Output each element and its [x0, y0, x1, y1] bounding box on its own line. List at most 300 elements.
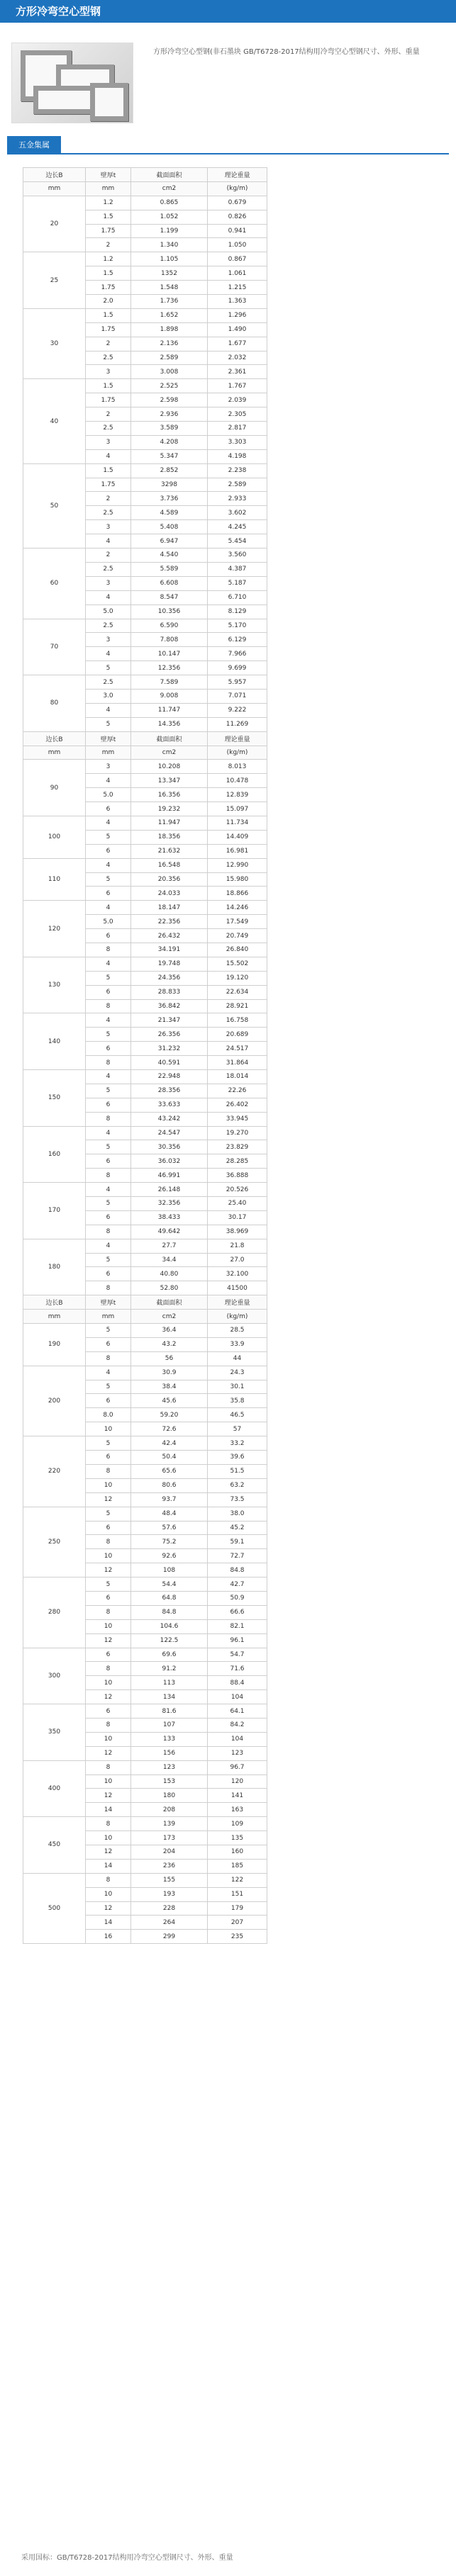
wall-thickness-cell: 12 — [86, 1690, 131, 1704]
section-area-cell: 28.833 — [131, 985, 208, 999]
section-area-cell: 236 — [131, 1859, 208, 1873]
theoretical-weight-cell: 7.071 — [208, 689, 267, 703]
section-area-cell: 24.547 — [131, 1126, 208, 1140]
theoretical-weight-cell: 82.1 — [208, 1619, 267, 1633]
section-area-cell: 50.4 — [131, 1451, 208, 1465]
section-area-cell: 72.6 — [131, 1422, 208, 1436]
wall-thickness-cell: 1.75 — [86, 281, 131, 295]
section-area-cell: 54.4 — [131, 1577, 208, 1592]
column-header: 壁厚t — [86, 731, 131, 746]
section-area-cell: 1.548 — [131, 281, 208, 295]
wall-thickness-cell: 12 — [86, 1746, 131, 1760]
theoretical-weight-cell: 20.689 — [208, 1028, 267, 1042]
section-area-cell: 40.591 — [131, 1056, 208, 1070]
side-length-cell: 450 — [23, 1817, 86, 1874]
section-area-cell: 43.242 — [131, 1112, 208, 1126]
column-header: 理论重量 — [208, 168, 267, 182]
section-area-cell: 4.208 — [131, 435, 208, 449]
wall-thickness-cell: 14 — [86, 1859, 131, 1873]
theoretical-weight-cell: 28.5 — [208, 1324, 267, 1338]
product-photo — [11, 43, 133, 123]
wall-thickness-cell: 8 — [86, 943, 131, 957]
side-length-cell: 25 — [23, 252, 86, 309]
theoretical-weight-cell: 15.502 — [208, 957, 267, 971]
theoretical-weight-cell: 73.5 — [208, 1492, 267, 1507]
wall-thickness-cell: 8 — [86, 999, 131, 1013]
section-area-cell: 14.356 — [131, 717, 208, 731]
section-area-cell: 18.356 — [131, 830, 208, 844]
wall-thickness-cell: 6 — [86, 1394, 131, 1408]
wall-thickness-cell: 6 — [86, 985, 131, 999]
section-area-cell: 26.356 — [131, 1028, 208, 1042]
table-unit-row — [23, 746, 267, 760]
column-header: 边长B — [23, 168, 86, 182]
theoretical-weight-cell: 33.2 — [208, 1436, 267, 1451]
theoretical-weight-cell: 1.363 — [208, 295, 267, 309]
theoretical-weight-cell: 0.826 — [208, 210, 267, 224]
section-area-cell: 12.356 — [131, 661, 208, 675]
wall-thickness-cell: 5 — [86, 971, 131, 985]
section-area-cell: 204 — [131, 1845, 208, 1859]
section-area-cell: 108 — [131, 1563, 208, 1577]
theoretical-weight-cell: 0.867 — [208, 252, 267, 266]
tab-bar — [7, 130, 449, 154]
theoretical-weight-cell: 27.0 — [208, 1253, 267, 1267]
section-area-cell: 32.356 — [131, 1197, 208, 1211]
wall-thickness-cell: 1.5 — [86, 266, 131, 281]
section-area-cell: 9.008 — [131, 689, 208, 703]
side-length-cell: 220 — [23, 1436, 86, 1507]
wall-thickness-cell: 10 — [86, 1887, 131, 1901]
table-row — [23, 858, 267, 872]
section-area-cell: 7.589 — [131, 675, 208, 690]
section-area-cell: 123 — [131, 1760, 208, 1774]
section-area-cell: 69.6 — [131, 1648, 208, 1662]
tab-hardware[interactable]: 五金集属 — [7, 136, 61, 154]
section-area-cell: 104.6 — [131, 1619, 208, 1633]
column-unit: (kg/m) — [208, 746, 267, 760]
section-area-cell: 21.347 — [131, 1013, 208, 1028]
section-area-cell: 16.356 — [131, 788, 208, 802]
table-unit-row — [23, 181, 267, 196]
theoretical-weight-cell: 2.238 — [208, 463, 267, 478]
theoretical-weight-cell: 26.840 — [208, 943, 267, 957]
table-row — [23, 1070, 267, 1084]
wall-thickness-cell: 8 — [86, 1281, 131, 1295]
section-area-cell: 133 — [131, 1732, 208, 1746]
wall-thickness-cell: 5 — [86, 1028, 131, 1042]
table-row — [23, 901, 267, 915]
wall-thickness-cell: 1.5 — [86, 463, 131, 478]
theoretical-weight-cell: 38.969 — [208, 1225, 267, 1239]
theoretical-weight-cell: 2.817 — [208, 422, 267, 436]
wall-thickness-cell: 6 — [86, 844, 131, 858]
table-header-row — [23, 731, 267, 746]
wall-thickness-cell: 5.0 — [86, 788, 131, 802]
theoretical-weight-cell: 32.100 — [208, 1267, 267, 1281]
product-description: 方形冷弯空心型钢(非石墨块 GB/T6728-2017结构用冷弯空心型钢尺寸、外形、重量 — [153, 48, 420, 56]
table-row — [23, 1507, 267, 1521]
section-area-cell: 59.20 — [131, 1408, 208, 1422]
column-unit: cm2 — [131, 746, 208, 760]
theoretical-weight-cell: 21.8 — [208, 1239, 267, 1253]
side-length-cell: 140 — [23, 1013, 86, 1070]
wall-thickness-cell: 6 — [86, 887, 131, 901]
table-row — [23, 816, 267, 830]
wall-thickness-cell: 8 — [86, 1112, 131, 1126]
section-area-cell: 113 — [131, 1676, 208, 1690]
theoretical-weight-cell: 5.170 — [208, 619, 267, 633]
section-area-cell: 36.842 — [131, 999, 208, 1013]
table-row — [23, 1013, 267, 1028]
section-area-cell: 10.208 — [131, 760, 208, 774]
wall-thickness-cell: 1.5 — [86, 379, 131, 393]
theoretical-weight-cell: 10.478 — [208, 774, 267, 788]
wall-thickness-cell: 8 — [86, 1351, 131, 1366]
side-length-cell: 400 — [23, 1760, 86, 1817]
wall-thickness-cell: 5.0 — [86, 604, 131, 619]
section-area-cell: 13.347 — [131, 774, 208, 788]
table-row — [23, 1648, 267, 1662]
section-area-cell: 26.432 — [131, 929, 208, 943]
section-area-cell: 5.408 — [131, 520, 208, 534]
wall-thickness-cell: 10 — [86, 1774, 131, 1789]
theoretical-weight-cell: 0.941 — [208, 224, 267, 238]
wall-thickness-cell: 2.5 — [86, 619, 131, 633]
theoretical-weight-cell: 26.402 — [208, 1098, 267, 1112]
table-row — [23, 463, 267, 478]
section-area-cell: 34.191 — [131, 943, 208, 957]
table-row — [23, 760, 267, 774]
wall-thickness-cell: 4 — [86, 534, 131, 549]
wall-thickness-cell: 10 — [86, 1732, 131, 1746]
section-area-cell: 49.642 — [131, 1225, 208, 1239]
wall-thickness-cell: 4 — [86, 1013, 131, 1028]
section-area-cell: 26.148 — [131, 1183, 208, 1197]
theoretical-weight-cell: 6.129 — [208, 633, 267, 647]
theoretical-weight-cell: 18.866 — [208, 887, 267, 901]
section-area-cell: 3298 — [131, 478, 208, 492]
wall-thickness-cell: 4 — [86, 1366, 131, 1380]
section-area-cell: 3.736 — [131, 492, 208, 506]
section-area-cell: 5.347 — [131, 449, 208, 463]
wall-thickness-cell: 4 — [86, 1126, 131, 1140]
section-area-cell: 27.7 — [131, 1239, 208, 1253]
theoretical-weight-cell: 88.4 — [208, 1676, 267, 1690]
section-area-cell: 56 — [131, 1351, 208, 1366]
theoretical-weight-cell: 1.767 — [208, 379, 267, 393]
section-area-cell: 5.589 — [131, 562, 208, 576]
section-area-cell: 36.032 — [131, 1154, 208, 1169]
theoretical-weight-cell: 5.187 — [208, 576, 267, 590]
section-area-cell: 16.548 — [131, 858, 208, 872]
theoretical-weight-cell: 19.120 — [208, 971, 267, 985]
table-row — [23, 1436, 267, 1451]
section-area-cell: 208 — [131, 1803, 208, 1817]
theoretical-weight-cell: 59.1 — [208, 1535, 267, 1549]
wall-thickness-cell: 4 — [86, 590, 131, 604]
section-area-cell: 8.547 — [131, 590, 208, 604]
theoretical-weight-cell: 2.933 — [208, 492, 267, 506]
section-area-cell: 91.2 — [131, 1662, 208, 1676]
theoretical-weight-cell: 11.269 — [208, 717, 267, 731]
page-title: 方形冷弯空心型钢 — [0, 0, 456, 23]
table-row — [23, 1324, 267, 1338]
theoretical-weight-cell: 35.8 — [208, 1394, 267, 1408]
column-unit: mm — [23, 181, 86, 196]
theoretical-weight-cell: 64.1 — [208, 1704, 267, 1719]
section-area-cell: 193 — [131, 1887, 208, 1901]
theoretical-weight-cell: 20.526 — [208, 1183, 267, 1197]
theoretical-weight-cell: 8.129 — [208, 604, 267, 619]
wall-thickness-cell: 3 — [86, 365, 131, 379]
wall-thickness-cell: 4 — [86, 858, 131, 872]
side-length-cell: 150 — [23, 1070, 86, 1127]
wall-thickness-cell: 1.2 — [86, 196, 131, 210]
wall-thickness-cell: 10 — [86, 1549, 131, 1563]
wall-thickness-cell: 12 — [86, 1845, 131, 1859]
section-area-cell: 24.033 — [131, 887, 208, 901]
section-area-cell: 173 — [131, 1831, 208, 1845]
theoretical-weight-cell: 28.285 — [208, 1154, 267, 1169]
column-header: 壁厚t — [86, 168, 131, 182]
theoretical-weight-cell: 0.679 — [208, 196, 267, 210]
theoretical-weight-cell: 2.361 — [208, 365, 267, 379]
theoretical-weight-cell: 71.6 — [208, 1662, 267, 1676]
wall-thickness-cell: 4 — [86, 647, 131, 661]
table-row — [23, 1704, 267, 1719]
wall-thickness-cell: 4 — [86, 957, 131, 971]
section-area-cell: 2.589 — [131, 351, 208, 365]
side-length-cell: 110 — [23, 858, 86, 901]
wall-thickness-cell: 10 — [86, 1676, 131, 1690]
theoretical-weight-cell: 8.013 — [208, 760, 267, 774]
wall-thickness-cell: 1.75 — [86, 322, 131, 337]
wall-thickness-cell: 1.5 — [86, 308, 131, 322]
wall-thickness-cell: 3 — [86, 520, 131, 534]
wall-thickness-cell: 8 — [86, 1662, 131, 1676]
section-area-cell: 81.6 — [131, 1704, 208, 1719]
wall-thickness-cell: 6 — [86, 1210, 131, 1225]
section-area-cell: 4.540 — [131, 549, 208, 563]
section-area-cell: 18.147 — [131, 901, 208, 915]
side-length-cell: 60 — [23, 549, 86, 619]
section-area-cell: 1.052 — [131, 210, 208, 224]
theoretical-weight-cell: 96.1 — [208, 1633, 267, 1648]
theoretical-weight-cell: 44 — [208, 1351, 267, 1366]
wall-thickness-cell: 4 — [86, 774, 131, 788]
section-area-cell: 33.633 — [131, 1098, 208, 1112]
section-area-cell: 1.199 — [131, 224, 208, 238]
wall-thickness-cell: 8 — [86, 1535, 131, 1549]
column-unit: cm2 — [131, 181, 208, 196]
side-length-cell: 20 — [23, 196, 86, 252]
wall-thickness-cell: 4 — [86, 449, 131, 463]
wall-thickness-cell: 2.5 — [86, 506, 131, 520]
column-header: 理论重量 — [208, 731, 267, 746]
section-area-cell: 6.590 — [131, 619, 208, 633]
wall-thickness-cell: 5 — [86, 1084, 131, 1098]
table-row — [23, 957, 267, 971]
column-unit: cm2 — [131, 1310, 208, 1324]
section-area-cell: 155 — [131, 1873, 208, 1887]
theoretical-weight-cell: 16.981 — [208, 844, 267, 858]
theoretical-weight-cell: 16.758 — [208, 1013, 267, 1028]
theoretical-weight-cell: 1.490 — [208, 322, 267, 337]
section-area-cell: 57.6 — [131, 1521, 208, 1535]
section-area-cell: 42.4 — [131, 1436, 208, 1451]
theoretical-weight-cell: 1.677 — [208, 337, 267, 351]
section-area-cell: 21.632 — [131, 844, 208, 858]
side-length-cell: 30 — [23, 308, 86, 378]
theoretical-weight-cell: 24.3 — [208, 1366, 267, 1380]
column-header: 截面面积 — [131, 731, 208, 746]
theoretical-weight-cell: 23.829 — [208, 1140, 267, 1154]
wall-thickness-cell: 12 — [86, 1633, 131, 1648]
side-length-cell: 200 — [23, 1366, 86, 1436]
wall-thickness-cell: 1.75 — [86, 393, 131, 407]
theoretical-weight-cell: 1.061 — [208, 266, 267, 281]
section-area-cell: 20.356 — [131, 872, 208, 887]
theoretical-weight-cell: 2.039 — [208, 393, 267, 407]
theoretical-weight-cell: 12.839 — [208, 788, 267, 802]
section-area-cell: 30.9 — [131, 1366, 208, 1380]
theoretical-weight-cell: 28.921 — [208, 999, 267, 1013]
theoretical-weight-cell: 15.980 — [208, 872, 267, 887]
side-length-cell: 170 — [23, 1183, 86, 1239]
theoretical-weight-cell: 151 — [208, 1887, 267, 1901]
theoretical-weight-cell: 3.560 — [208, 549, 267, 563]
wall-thickness-cell: 12 — [86, 1789, 131, 1803]
wall-thickness-cell: 2 — [86, 549, 131, 563]
theoretical-weight-cell: 24.517 — [208, 1042, 267, 1056]
section-area-cell: 11.947 — [131, 816, 208, 830]
theoretical-weight-cell: 3.303 — [208, 435, 267, 449]
theoretical-weight-cell: 179 — [208, 1901, 267, 1916]
theoretical-weight-cell: 1.050 — [208, 238, 267, 252]
section-area-cell: 19.232 — [131, 802, 208, 816]
theoretical-weight-cell: 19.270 — [208, 1126, 267, 1140]
theoretical-weight-cell: 14.409 — [208, 830, 267, 844]
section-area-cell: 299 — [131, 1930, 208, 1944]
theoretical-weight-cell: 31.864 — [208, 1056, 267, 1070]
wall-thickness-cell: 8 — [86, 1605, 131, 1619]
column-header: 边长B — [23, 1295, 86, 1310]
theoretical-weight-cell: 122 — [208, 1873, 267, 1887]
theoretical-weight-cell: 39.6 — [208, 1451, 267, 1465]
wall-thickness-cell: 3 — [86, 435, 131, 449]
theoretical-weight-cell: 30.1 — [208, 1380, 267, 1394]
wall-thickness-cell: 5 — [86, 1324, 131, 1338]
column-unit: (kg/m) — [208, 1310, 267, 1324]
theoretical-weight-cell: 33.945 — [208, 1112, 267, 1126]
theoretical-weight-cell: 18.014 — [208, 1070, 267, 1084]
wall-thickness-cell: 6 — [86, 1591, 131, 1605]
section-area-cell: 180 — [131, 1789, 208, 1803]
side-length-cell: 70 — [23, 619, 86, 675]
column-unit: mm — [86, 181, 131, 196]
wall-thickness-cell: 5 — [86, 661, 131, 675]
theoretical-weight-cell: 51.5 — [208, 1464, 267, 1478]
theoretical-weight-cell: 22.26 — [208, 1084, 267, 1098]
side-length-cell: 300 — [23, 1648, 86, 1704]
section-area-cell: 22.356 — [131, 915, 208, 929]
wall-thickness-cell: 5 — [86, 1507, 131, 1521]
section-area-cell: 22.948 — [131, 1070, 208, 1084]
theoretical-weight-cell: 185 — [208, 1859, 267, 1873]
wall-thickness-cell: 14 — [86, 1803, 131, 1817]
wall-thickness-cell: 12 — [86, 1492, 131, 1507]
table-unit-row — [23, 1310, 267, 1324]
footer-note: 采用国标：GB/T6728-2017结构用冷弯空心型钢尺寸、外形、重量 — [21, 2554, 233, 2562]
wall-thickness-cell: 16 — [86, 1930, 131, 1944]
column-header: 截面面积 — [131, 168, 208, 182]
spec-table — [23, 167, 267, 1944]
wall-thickness-cell: 2.5 — [86, 351, 131, 365]
theoretical-weight-cell: 109 — [208, 1817, 267, 1831]
wall-thickness-cell: 8 — [86, 1873, 131, 1887]
theoretical-weight-cell: 84.8 — [208, 1563, 267, 1577]
section-area-cell: 34.4 — [131, 1253, 208, 1267]
theoretical-weight-cell: 20.749 — [208, 929, 267, 943]
table-row — [23, 549, 267, 563]
table-row — [23, 619, 267, 633]
wall-thickness-cell: 4 — [86, 1183, 131, 1197]
wall-thickness-cell: 6 — [86, 1154, 131, 1169]
section-area-cell: 84.8 — [131, 1605, 208, 1619]
side-length-cell: 160 — [23, 1126, 86, 1183]
section-area-cell: 122.5 — [131, 1633, 208, 1648]
section-area-cell: 38.4 — [131, 1380, 208, 1394]
theoretical-weight-cell: 163 — [208, 1803, 267, 1817]
wall-thickness-cell: 4 — [86, 816, 131, 830]
theoretical-weight-cell: 2.589 — [208, 478, 267, 492]
table-row — [23, 1366, 267, 1380]
wall-thickness-cell: 5 — [86, 717, 131, 731]
theoretical-weight-cell: 36.888 — [208, 1169, 267, 1183]
section-area-cell: 153 — [131, 1774, 208, 1789]
section-area-cell: 52.80 — [131, 1281, 208, 1295]
theoretical-weight-cell: 123 — [208, 1746, 267, 1760]
theoretical-weight-cell: 104 — [208, 1690, 267, 1704]
wall-thickness-cell: 8 — [86, 1718, 131, 1732]
section-area-cell: 19.748 — [131, 957, 208, 971]
wall-thickness-cell: 5.0 — [86, 915, 131, 929]
side-length-cell: 280 — [23, 1577, 86, 1648]
table-row — [23, 379, 267, 393]
wall-thickness-cell: 3.0 — [86, 689, 131, 703]
column-unit: mm — [86, 1310, 131, 1324]
section-area-cell: 1.736 — [131, 295, 208, 309]
table-row — [23, 1577, 267, 1592]
section-area-cell: 6.608 — [131, 576, 208, 590]
section-area-cell: 139 — [131, 1817, 208, 1831]
wall-thickness-cell: 5 — [86, 1140, 131, 1154]
wall-thickness-cell: 5 — [86, 1436, 131, 1451]
theoretical-weight-cell: 50.9 — [208, 1591, 267, 1605]
theoretical-weight-cell: 46.5 — [208, 1408, 267, 1422]
theoretical-weight-cell: 2.305 — [208, 407, 267, 422]
theoretical-weight-cell: 5.957 — [208, 675, 267, 690]
wall-thickness-cell: 8 — [86, 1817, 131, 1831]
theoretical-weight-cell: 54.7 — [208, 1648, 267, 1662]
wall-thickness-cell: 5 — [86, 872, 131, 887]
wall-thickness-cell: 12 — [86, 1901, 131, 1916]
wall-thickness-cell: 6 — [86, 1042, 131, 1056]
column-unit: mm — [23, 746, 86, 760]
wall-thickness-cell: 6 — [86, 1267, 131, 1281]
section-area-cell: 10.147 — [131, 647, 208, 661]
